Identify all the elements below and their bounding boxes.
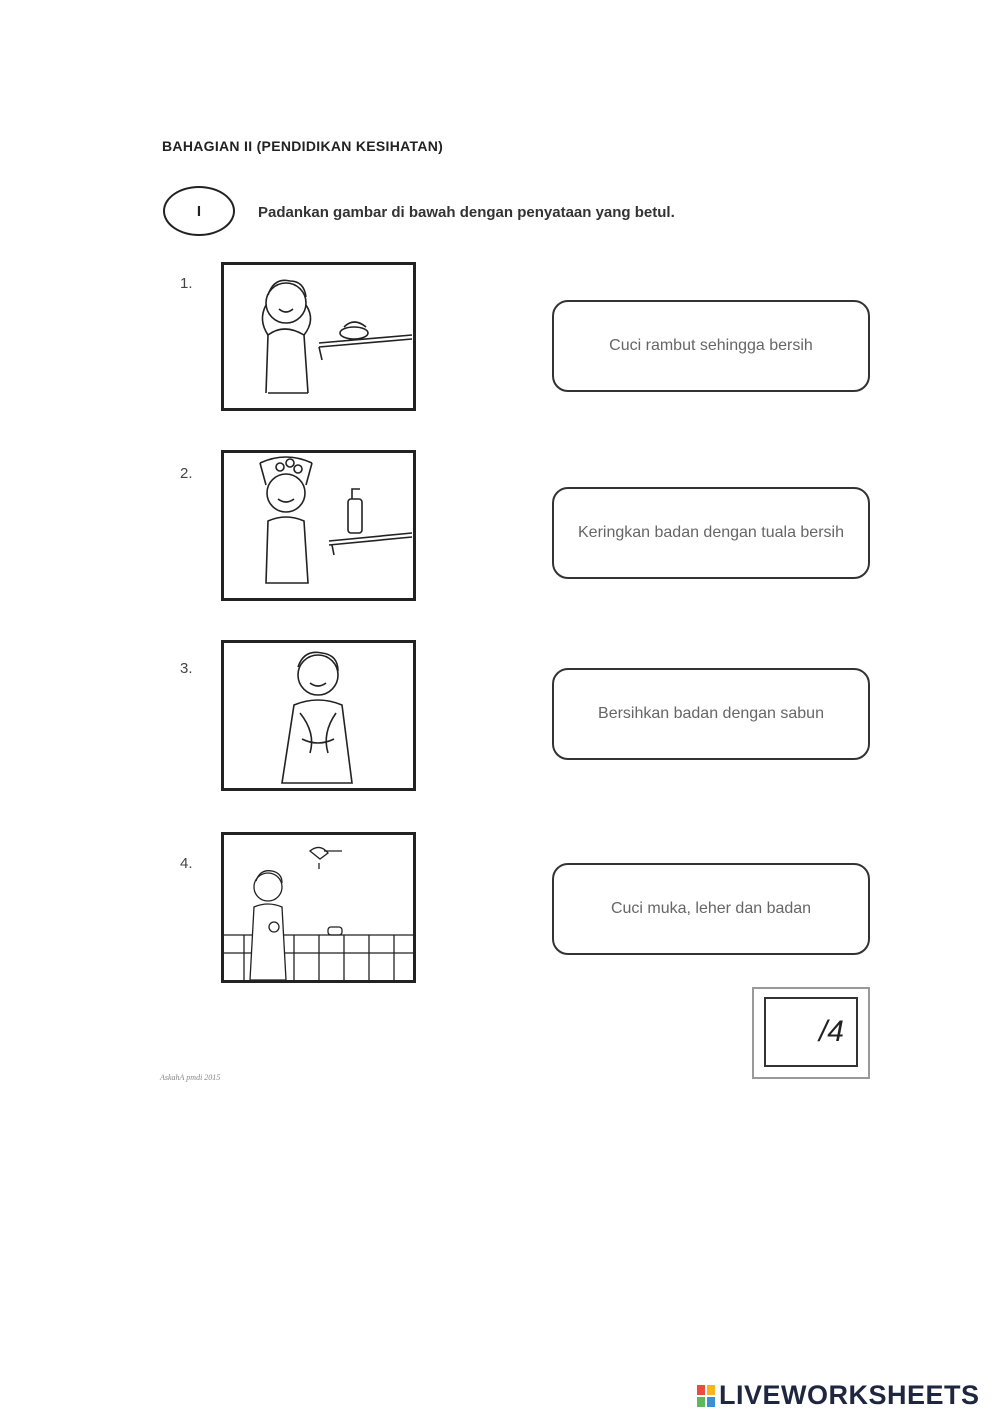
answer-box[interactable]	[552, 863, 870, 955]
boy-washing-face-icon	[221, 262, 416, 411]
question-number: I	[163, 186, 235, 236]
item-number: 3.	[180, 660, 193, 677]
footer-credit: AskahA pmdi 2015	[160, 1073, 221, 1082]
brand-logo	[697, 1380, 980, 1411]
logo-block	[707, 1385, 715, 1395]
section-title: BAHAGIAN II (PENDIDIKAN KESIHATAN)	[162, 138, 444, 154]
answer-text: Bersihkan badan dengan sabun	[598, 705, 824, 722]
brand-name: LIVEWORKSHEETS	[719, 1380, 980, 1410]
boy-under-shower-icon	[221, 832, 416, 983]
answer-box[interactable]	[552, 668, 870, 760]
score-label: /4	[818, 1015, 844, 1048]
score-box	[764, 997, 858, 1067]
instruction-text: Padankan gambar di bawah dengan penyataan yang betul.	[258, 204, 675, 221]
item-number: 1.	[180, 275, 193, 292]
logo-block	[697, 1385, 705, 1395]
logo-block	[697, 1397, 705, 1407]
logo-block	[707, 1397, 715, 1407]
boy-shampooing-hair-icon	[221, 450, 416, 601]
liveworksheets-logo-icon	[697, 1385, 715, 1407]
item-number: 4.	[180, 855, 193, 872]
answer-text: Keringkan badan dengan tuala bersih	[578, 524, 844, 541]
answer-text: Cuci muka, leher dan badan	[610, 900, 812, 917]
item-number: 2.	[180, 465, 193, 482]
answer-box[interactable]	[552, 487, 870, 579]
boy-drying-with-towel-icon	[221, 640, 416, 791]
answer-box[interactable]	[552, 300, 870, 392]
answer-text: Cuci rambut sehingga bersih	[609, 337, 813, 354]
